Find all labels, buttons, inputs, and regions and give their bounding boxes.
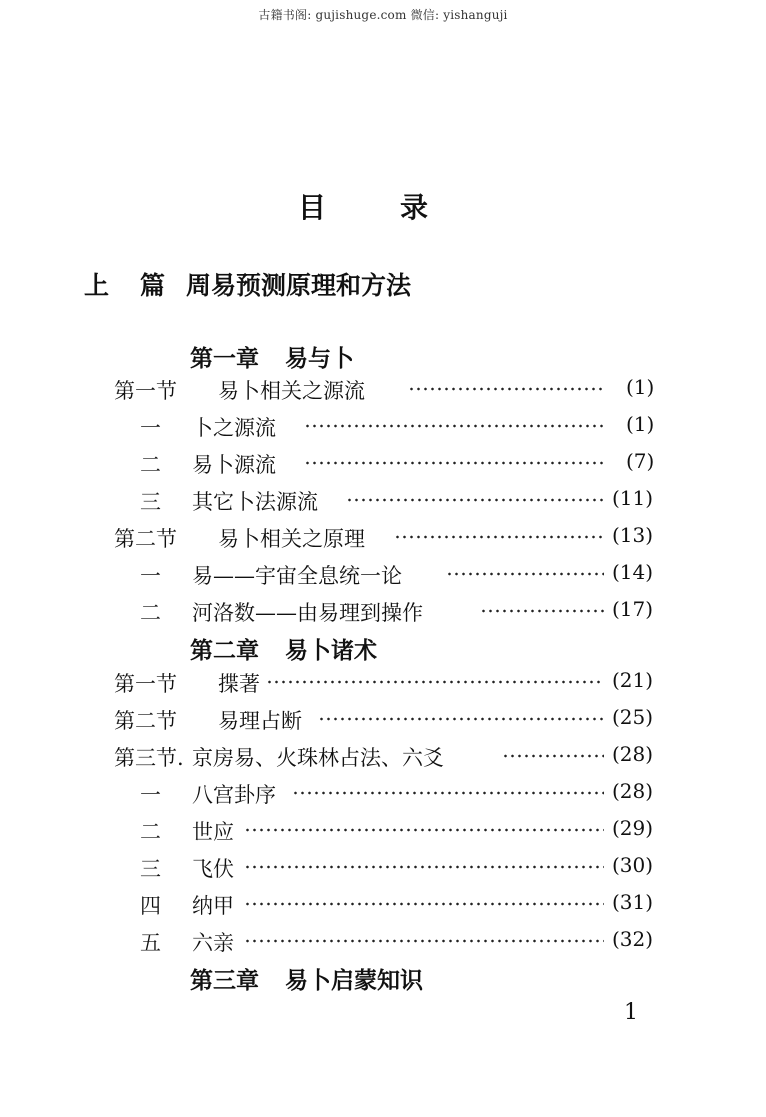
entry-label: 三 — [140, 490, 161, 514]
dot-leader — [292, 791, 604, 795]
entry-title: 易卜源流 — [192, 453, 276, 477]
watermark: 古籍书阁: gujishuge.com 微信: yishanguji — [258, 8, 508, 22]
page-title — [298, 186, 428, 226]
toc-entry[interactable] — [0, 853, 766, 887]
title-char-2: 录 — [400, 191, 429, 224]
toc-entry[interactable] — [0, 927, 766, 961]
toc-entry[interactable] — [0, 742, 766, 776]
entry-title: 京房易、火珠林占法、六爻 — [192, 746, 444, 770]
toc-entry[interactable] — [0, 705, 766, 739]
entry-page: (29) — [612, 816, 654, 840]
dot-leader — [502, 754, 604, 758]
page-number: 1 — [624, 1000, 638, 1025]
entry-title: 易卜相关之原理 — [218, 527, 365, 551]
entry-label: 二 — [140, 820, 161, 844]
dot-leader — [304, 424, 606, 428]
toc-entry[interactable] — [0, 486, 766, 520]
chapter-number: 第一章 — [190, 346, 259, 372]
entry-page: (13) — [612, 523, 654, 547]
entry-title: 卜之源流 — [192, 416, 276, 440]
entry-label: 第二节 — [114, 709, 177, 733]
entry-page: (32) — [612, 927, 654, 951]
entry-page: (1) — [626, 412, 655, 436]
toc-entry[interactable] — [0, 597, 766, 631]
dot-leader — [304, 461, 606, 465]
entry-page: (25) — [612, 705, 654, 729]
entry-label: 第一节 — [114, 672, 177, 696]
dot-leader — [480, 609, 604, 613]
toc-entry[interactable] — [0, 816, 766, 850]
entry-title: 揲著 — [218, 672, 260, 696]
entry-title: 河洛数——由易理到操作 — [192, 601, 423, 625]
dot-leader — [244, 939, 604, 943]
entry-page: (31) — [612, 890, 654, 914]
dot-leader — [346, 498, 604, 502]
toc-entry[interactable] — [0, 890, 766, 924]
entry-page: (7) — [626, 449, 655, 473]
title-char-1: 目 — [298, 191, 327, 224]
chapter-title: 易卜启蒙知识 — [285, 968, 423, 994]
entry-label: 二 — [140, 601, 161, 625]
toc-entry[interactable] — [0, 449, 766, 483]
dot-leader — [394, 535, 604, 539]
entry-page: (30) — [612, 853, 654, 877]
entry-label: 第三节. — [114, 746, 184, 770]
chapter-heading — [190, 340, 354, 373]
entry-page: (1) — [626, 375, 655, 399]
dot-leader — [408, 387, 606, 391]
part-heading — [84, 266, 411, 302]
toc-entry[interactable] — [0, 560, 766, 594]
dot-leader — [266, 680, 604, 684]
entry-title: 飞伏 — [192, 857, 234, 881]
toc-entry[interactable] — [0, 668, 766, 702]
entry-page: (28) — [612, 742, 654, 766]
entry-title: 易理占断 — [218, 709, 302, 733]
dot-leader — [318, 717, 604, 721]
entry-page: (21) — [612, 668, 654, 692]
entry-label: 三 — [140, 857, 161, 881]
entry-label: 四 — [140, 894, 161, 918]
entry-title: 易——宇宙全息统一论 — [192, 564, 402, 588]
entry-title: 八宫卦序 — [192, 783, 276, 807]
entry-label: 二 — [140, 453, 161, 477]
entry-page: (11) — [612, 486, 654, 510]
entry-label: 一 — [140, 564, 161, 588]
part-label-1: 上 — [84, 271, 110, 300]
entry-title: 六亲 — [192, 931, 234, 955]
entry-label: 五 — [140, 931, 161, 955]
dot-leader — [446, 572, 604, 576]
entry-title: 易卜相关之源流 — [218, 379, 365, 403]
entry-label: 一 — [140, 783, 161, 807]
entry-page: (14) — [612, 560, 654, 584]
dot-leader — [244, 828, 604, 832]
entry-title: 世应 — [192, 820, 234, 844]
toc-entry[interactable] — [0, 375, 766, 409]
part-title: 周易预测原理和方法 — [186, 271, 412, 300]
entry-title: 纳甲 — [192, 894, 234, 918]
toc-entry[interactable] — [0, 412, 766, 446]
chapter-heading — [190, 962, 423, 995]
chapter-number: 第三章 — [190, 968, 259, 994]
toc-entry[interactable] — [0, 523, 766, 557]
entry-label: 一 — [140, 416, 161, 440]
dot-leader — [244, 865, 604, 869]
chapter-title: 易与卜 — [285, 346, 354, 372]
entry-page: (17) — [612, 597, 654, 621]
chapter-number: 第二章 — [190, 638, 259, 664]
chapter-title: 易卜诸术 — [285, 638, 377, 664]
dot-leader — [244, 902, 604, 906]
entry-label: 第二节 — [114, 527, 177, 551]
entry-page: (28) — [612, 779, 654, 803]
entry-title: 其它卜法源流 — [192, 490, 318, 514]
entry-label: 第一节 — [114, 379, 177, 403]
part-label-2: 篇 — [140, 271, 166, 300]
chapter-heading — [190, 632, 377, 665]
toc-entry[interactable] — [0, 779, 766, 813]
